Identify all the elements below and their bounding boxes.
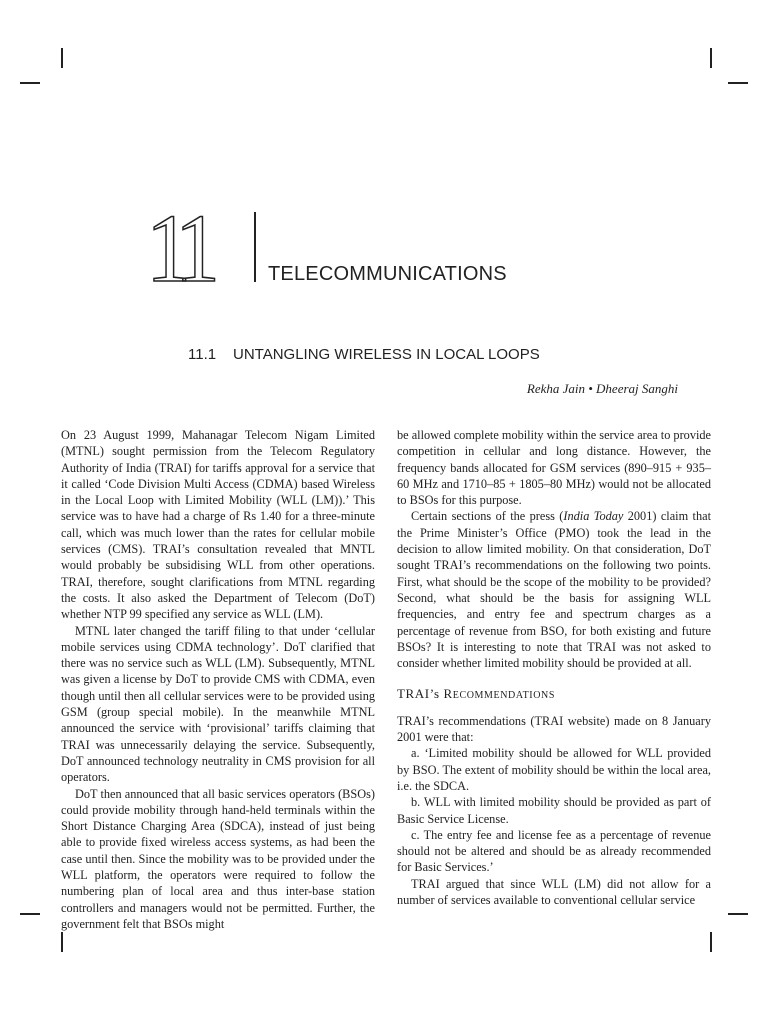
crop-mark — [20, 913, 40, 915]
paragraph: TRAI’s recommendations (TRAI website) made on 8 January 2001 were that: — [397, 713, 711, 745]
chapter-divider — [254, 212, 256, 282]
paragraph — [397, 508, 711, 671]
section-number: 11.1 — [188, 346, 217, 363]
paragraph-text: 2001) claim that the Prime Minister’s Office (PMO) took the lead in the decision to allow limited mobility. On that consideration, DoT sought TRAI’s recommendations on the following two points. First, what should be the scope of the mobility to be provided? Second, what should be the basis for assigning WLL frequencies, and entry fee and spectrum charges as a percentage of revenue from BSO, for both existing and future BSOs? It is interesting to note that TRAI was not asked to consider whether limited mobility should be provided at all. — [397, 509, 711, 671]
subsection-heading-text: ECOMMENDATIONS — [452, 690, 556, 702]
section-heading — [188, 346, 540, 363]
crop-mark — [20, 82, 40, 84]
paragraph: be allowed complete mobility within the service area to provide competition in cellular and long distance. However, the frequency bands allocated for GSM services (890–915 + 935–60 MHz and 1710–85 + 1805–80 MHz) would not be allocated to BSOs for this purpose. — [397, 428, 711, 508]
crop-mark — [728, 82, 748, 84]
paragraph: MTNL later changed the tariff filing to that under ‘cellular mobile services using CDMA technology’. DoT clarified that there was no service such as WLL (LM). Subsequently, MTNL was given a license by DoT to provide CMS with CDMA, even though until then all cellular services were to be provided using GSM (group special mobile). In the meanwhile MTNL announced the service with ‘provisional’ tariffs claiming that TRAI was unnecessarily delaying the service. Subsequently, DoT announced technology neutrality in CMS provision for all operators. — [61, 623, 375, 785]
subsection-heading-text: ’s R — [429, 686, 453, 702]
paragraph: TRAI argued that since WLL (LM) did not allow for a number of services available to conventional cellular service — [397, 876, 711, 908]
paragraph: DoT then announced that all basic services operators (BSOs) could provide mobility through hand-held terminals within the Short Distance Charging Area (SDCA), instead of just being able to provide fixed wireless access systems, as had been the case until then. Since the mobility was to be provided under the WLL platform, the operators were required to follow the numbering plan of local area and thus inter-base station controllers and managers would not be permitted. Further, the government felt that BSOs might — [61, 786, 375, 931]
chapter-title: TELECOMMUNICATIONS — [268, 263, 507, 285]
left-column — [61, 427, 375, 932]
subsection-heading — [397, 686, 711, 704]
crop-mark — [710, 48, 712, 68]
chapter-number: 11 — [146, 195, 208, 303]
paragraph-text: Certain sections of the press ( — [411, 509, 564, 524]
publication-title: India Today — [563, 509, 624, 524]
list-item: a. ‘Limited mobility should be allowed for WLL provided by BSO. The extent of mobility should be within the local area, i.e. the SDCA. — [397, 746, 711, 793]
crop-mark — [61, 48, 63, 68]
crop-mark — [61, 932, 63, 952]
section-title: UNTANGLING WIRELESS IN LOCAL LOOPS — [233, 346, 540, 363]
paragraph: On 23 August 1999, Mahanagar Telecom Nigam Limited (MTNL) sought permission from the Telecom Regulatory Authority of India (TRAI) for tariffs approval for a service that it called ‘Code Division Multi Access (CDMA) based Wireless in the Local Loop with Limited Mobility (WLL (LM)).’ This service was to have had a charge of Rs 1.40 for a three-minute call, which was much lower than the rates for cellular mobile services (CMS). TRAI’s consultation revealed that MNTL would probably be subsidising WLL from other operations. TRAI, therefore, sought clarifications from MTNL regarding the costs. It also asked the Department of Telecom (DoT) whether NTP 99 specified any service as WLL (LM). — [61, 428, 375, 622]
crop-mark — [710, 932, 712, 952]
crop-mark — [728, 913, 748, 915]
subsection-heading-text: TRAI — [397, 686, 430, 702]
right-column — [397, 427, 711, 908]
authors: Rekha Jain • Dheeraj Sanghi — [526, 381, 678, 396]
list-item: b. WLL with limited mobility should be provided as part of Basic Service License. — [397, 795, 711, 826]
list-item: c. The entry fee and license fee as a percentage of revenue should not be altered and should be as already recommended for Basic Services.’ — [397, 827, 711, 875]
